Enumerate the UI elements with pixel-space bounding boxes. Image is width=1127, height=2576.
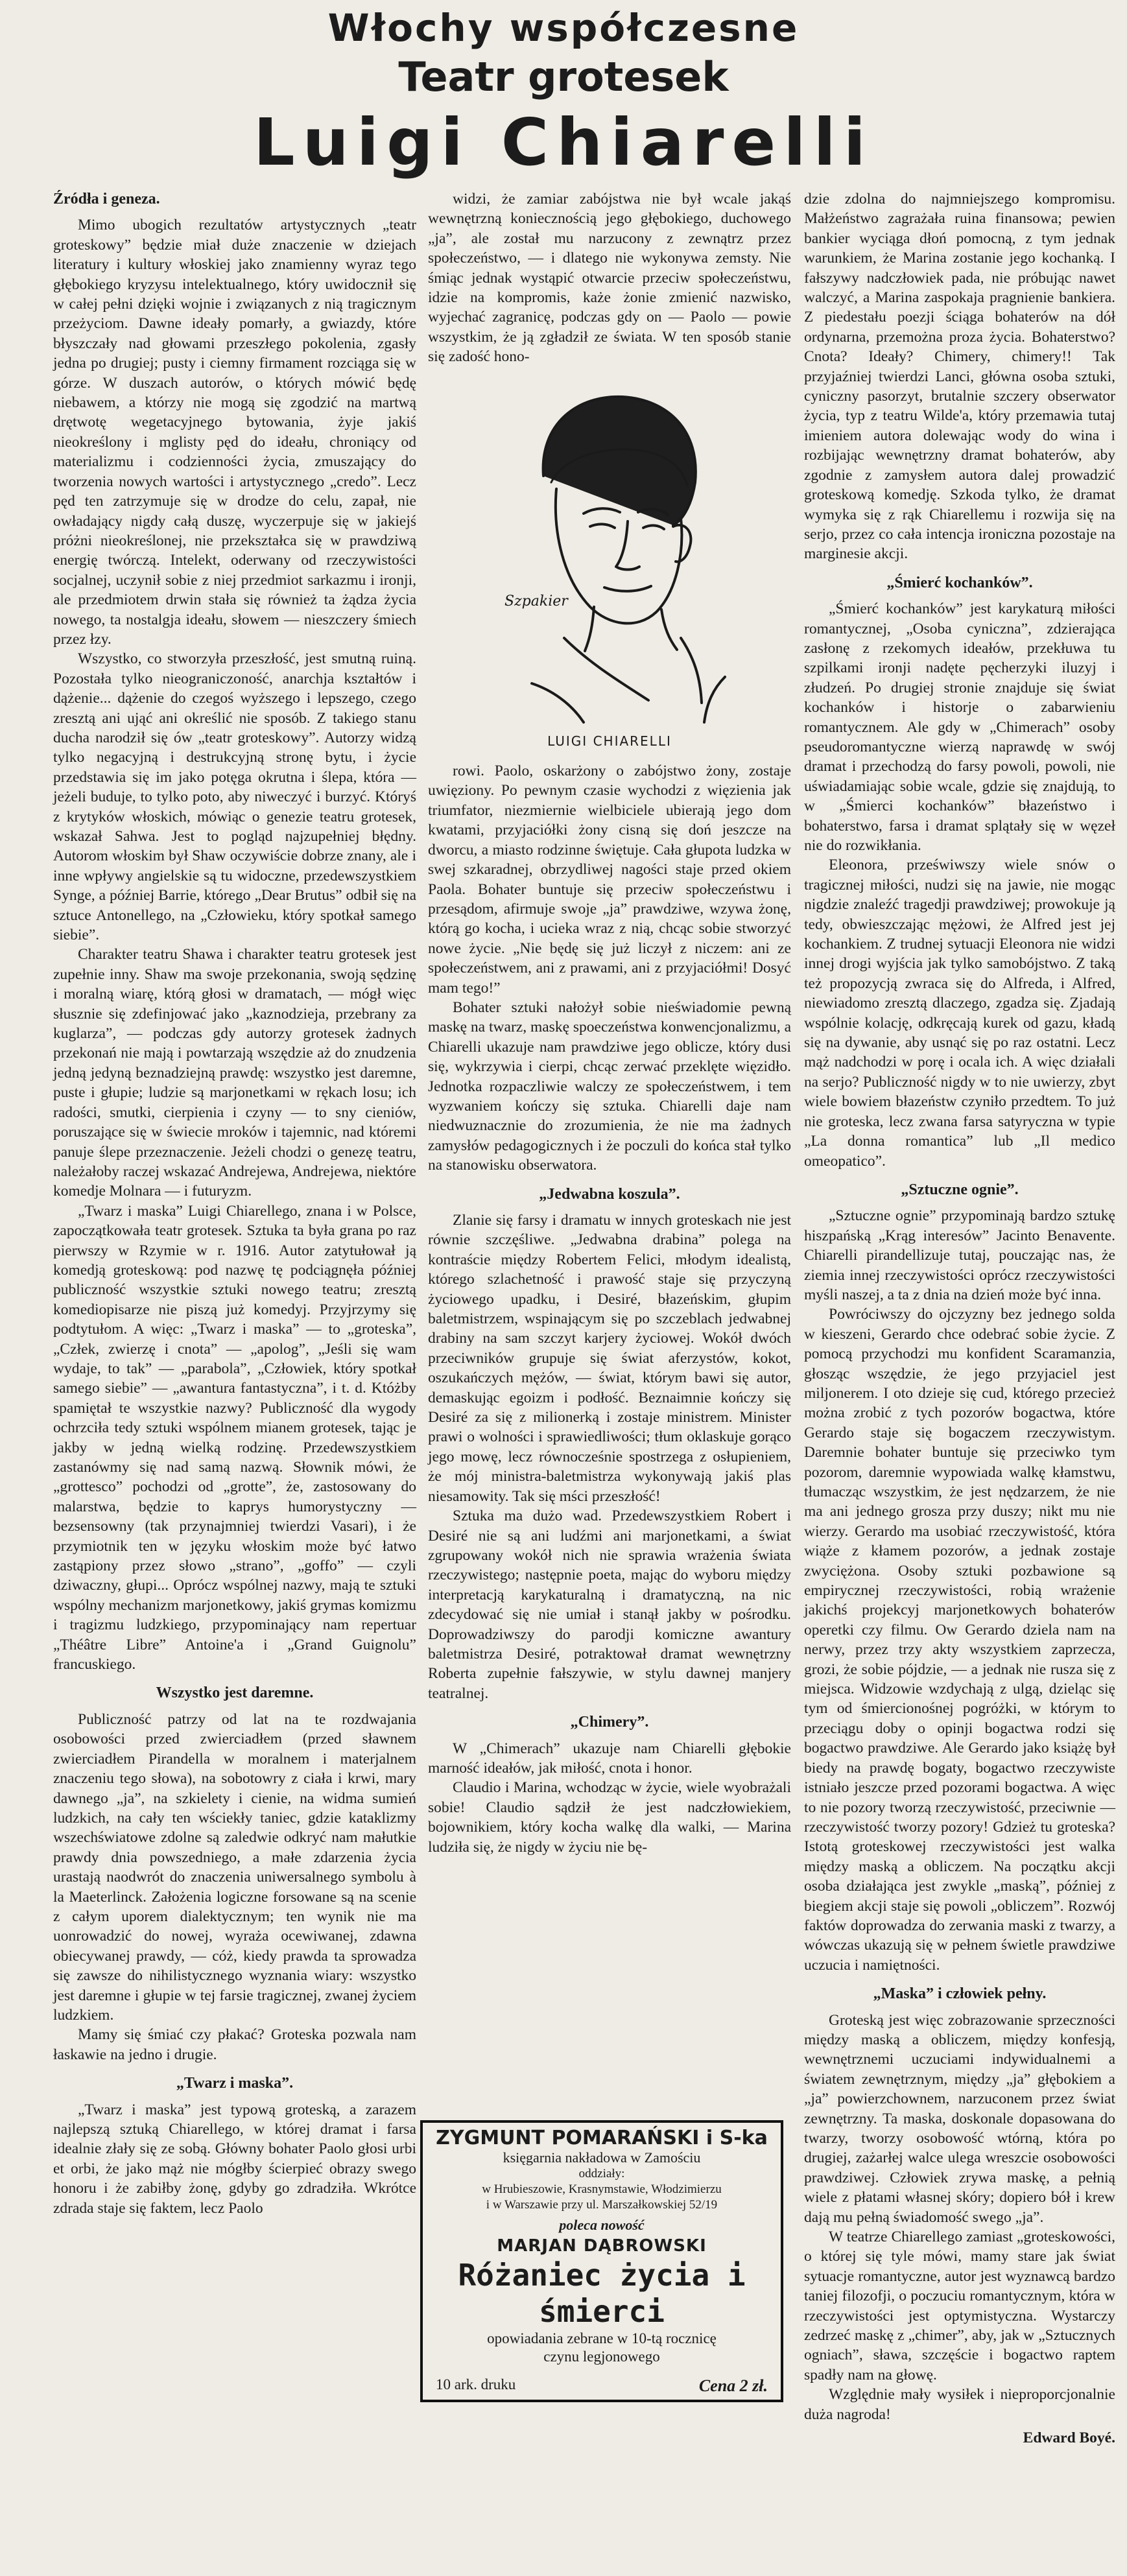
- paragraph: Wszystko, co stworzyła przeszłość, jest smutną ruiną. Pozostała tylko nieograniczoność, anarchja kształtów i dążenie... dążenie do czegoś wyższego i lepszego, czego zresztą ani ująć ani określić nie sposób. Z takiego stanu ducha narodził się ów „teatr groteskowy”. Autorzy widzą tylko negacyjną i destrukcyjną stronę bytu, i życie przedstawia się im jako potęga okrutna i ślepa, która — jeżeli buduje, to tylko poto, aby niweczyć i burzyć. Któryś z krytyków włoskich, mówiąc o genezie teatru grotesek, wskazał Sahwa. Jest to pogląd najzupełniej błędny. Autorom włoskim był Shaw oczywiście dobrze znany, ale i inne wpływy angielskie są tu widoczne, przedewszystkiem Synge, a później Barrie, którego „Dear Brutus” odbił się na sztuce Antonellego, na „Człowieku, który spotkał samego siebie”.: [53, 650, 416, 944]
- masthead: [0, 0, 1127, 195]
- ad-book-desc: czynu legjonowego: [543, 2348, 660, 2365]
- paragraph: Względnie mały wysiłek i nieproporcjonalnie duża nagroda!: [804, 2386, 1115, 2423]
- paragraph: Publiczność patrzy od lat na te rozdwajania osobowości przed zwierciadłem (przed sławnem zwierciadłem Pirandella w moralnem i materjalnem znaczeniu tego słowa), na sobotowry z ciała i krwi, mary dawnego „ja”, na szkielety i cienie, na widma sumień ludzkich, na cały ten wściekły taniec, gdzie kataklizmy wszechświatowe zdolne są zaledwie odkryć nam małutkie prawdy dnia powszedniego, a małe zdarzenia życia urastają naodwrót do znaczenia uniwersalnego symbolu à la Maeterlinck. Założenia logiczne forsowane są na scenie z całym uporem dialektycznym; ten wynik nie ma uonrowadzić do nowej, wyraża ocewiwanej, zdawna obiecywanej prawdy, — cóż, kiedy prawda ta sprowadza się zawsze do nihilistycznego wyznania wiary: wszystko jest daremne i głupie w tej farsie tragicznej, zwanej życiem ludzkiem.: [53, 1710, 416, 2024]
- section-heading: „Twarz i maska”.: [176, 2075, 294, 2092]
- section-kicker: Włochy współczesne: [327, 6, 800, 50]
- artist-signature: Szpakier: [504, 593, 568, 609]
- article-title: Luigi Chiarelli: [253, 104, 874, 180]
- ad-footer: [428, 2376, 776, 2396]
- paragraph: W „Chimerach” ukazuje nam Chiarelli głębokie marność ideałów, jak miłość, cnota i honor.: [428, 1740, 791, 1777]
- section-heading: Źródła i geneza.: [53, 191, 160, 207]
- paragraph: rowi. Paolo, oskarżony o zabójstwo żony, zostaje uwięziony. Po pewnym czasie wychodzi z więzienia jak triumfator, niezmiernie wielbiciele ubierają jego dom kwatami, przyjaciółki żony cisną się doń jeszcze na dworcu, a miasto rodzinne świętuje. Cała głupota ludzka w swej szkaradnej, obrzydliwej nagości staje przed okiem Paola. Bohater buntuje się przeciw społeczeństwu i przesądom, afirmuje swoje „ja” prawdziwe, wzywa żonę, którą go kocha, i ucieka wraz z nią, chcąc sobie stworzyć nowe życie. „Nie będę się już liczył z niczem: ani ze społeczeństwem, ani z prawami, ani z przyjaciółmi! Dosyć mam tego!”: [428, 762, 791, 997]
- section-heading: „Jedwabna koszula”.: [539, 1185, 680, 1203]
- ad-branches-line: i w Warszawie przy ul. Marszałkowskiej 52/19: [486, 2198, 718, 2212]
- paragraph: dzie zdolna do najmniejszego kompromisu. Małżeństwo zagrażała ruina finansowa; pewien bankier wyciąga dłoń pomocną, z tym jednak warunkiem, że Marina zostanie jego kochanką. I fałszywy nadczłowiek pada, nie próbując nawet walczyć, a Marina zaspokaja pragnienie bankiera. Z piedestału poezji ściąga bohaterów na dół ordynarna, przemożna proza życia. Bohaterstwo? Cnota? Ideały? Chimery, chimery!! Tak przyjaźniej twierdzi Lanci, główna osoba sztuki, cyniczny pasorzyt, brutalnie szczery obserwator życia, typ z teatru Wilde'a, który przemawia tutaj imieniem autora dolewając wody do wina i rozbijając wewnętrzny dramat bohaterów, aby zgodnie z zamysłem autora dalej prowadzić groteskową komedję. Szkoda tylko, że dramat wymyka się z rąk Chiarellemu i rozwija się na serjo, przez co cała intencja ironiczna pozostaje na marginesie akcji.: [804, 191, 1115, 563]
- section-heading: „Chimery”.: [570, 1714, 649, 1731]
- paragraph: Zlanie się farsy i dramatu w innych groteskach nie jest równie szczęśliwe. „Jedwabna drabina” polega na kontraście między Robertem Felici, młodym idealistą, którego szlachetność i prawość staje się przyczyną życiowego upadku, i Desiré, błazeńskim, głupim baletmistrzem, wspinającym się po szczeblach jedwabnej drabiny na sam szczyt karjery życiowej. Wokół dwóch przeciwników grupuje się świat aferzystów, kokot, oszukańczych mężów, — świat, którym bawi się autor, demaskując egoizm i podłość. Beznaimnie kończy się Desiré za się z milionerką i zostaje ministrem. Minister prawi o wolności i sprawiedliwości; tłum oklaskuje gorąco jego mowę, lecz równocześnie spostrzega z osłupieniem, że mój ministra-baletmistrza wykonywają jakiś plas niesamowity. Tak się mści przeszłość!: [428, 1212, 791, 1505]
- paragraph: Groteską jest więc zobrazowanie sprzeczności między maską a obliczem, między konfesją, wewnętrznemi uczuciami indywidualnemi a światem zewnętrznym, między „ja” głębokiem a „ja” powierzchownem, narzuconem przez świat zewnętrzny. Ta maska, doskonale dopasowana do twarzy, tworzy osobowość wtórną, która po drugiej, zażarłej walce ulega wreszcie osobowości prawdziwej. Człowiek zrywa maskę, a pełnią wiele z płatami własnej skóry; dopiero bół i krew dają mu pełną świadomość swego „ja”.: [804, 2011, 1115, 2226]
- ad-branches-line: w Hrubieszowie, Krasnymstawie, Włodzimierzu: [482, 2182, 722, 2196]
- paragraph: „Twarz i maska” Luigi Chiarellego, znana i w Polsce, zapoczątkowała teatr grotesek. Sztuka ta była grana po raz pierwszy w Rzymie w r. 1916. Autor zatytułował ją komedją groteskową: pod nazwę tę podciągnęła później publiczność wszystkie sztuki nowego teatru; zresztą komediopisarze nie piszą już komedyj. Przyjrzymy się podtytułom. A więc: „Twarz i maska” — to „groteska”, „Człek, zwierzę i cnota” — „apolog”, „Jeśli się wam wydaje, to tak” — „parabola”, „Człowiek, który spotkał samego siebie” — „awantura fantastyczna”, i t. d. Któżby spamiętał te wszystkie nazwy? Publiczność dla wygody ochrzciła tedy sztuki wspólnem mianem grotesek, tając je jakby w jedną wielką rodzinę. Przedewszystkiem zastanówmy się nad samą nazwą. Słownik mówi, że „grottesco” pochodzi od „grotte”, że, zastosowany do malarstwa, będzie to kaprys humorystyczny — bezsensowny (tak przynajmniej twierdzi Vasari), i że przymiotnik ten w języku włoskim może być łatwo zastąpiony przez słowo „strano”, „goffo” — czyli dziwaczny, głupi... Oprócz wspólnej nazwy, mają te sztuki wspólny mechanizm marjonetkowy, jakiś grymas komizmu i tragizmu ludzkiego, przypominający nam repertuar „Théâtre Libre” Antoine'a i „Grand Guignolu” francuskiego.: [53, 1202, 416, 1673]
- book-advertisement: [420, 2120, 783, 2402]
- paragraph: widzi, że zamiar zabójstwa nie był wcale jakąś wewnętrzną koniecznością jego głębokiego, duchowego „ja”, ale został mu narzucony z zewnątrz przez społeczeństwo, — i dlatego nie wykonywa zemsty. Nie śmiąc jednak wystąpić otwarcie przeciw społeczeństwu, idzie na kompromis, każe żonie zmienić nazwisko, wyjechać zagranicę, podczas gdy on — Paolo — powie wszystkim, że ją zgładził ze świata. W ten sposób stanie się zadość hono-: [428, 191, 791, 366]
- paragraph: „Sztuczne ognie” przypominają bardzo sztukę hiszpańską „Krąg interesów” Jacinto Benavente. Chiarelli pirandellizuje tutaj, pouczając nas, że ziemia innej rzeczywistości oprócz rzeczywistości myśli naszej, a ta z dnia na dzień może być inna.: [804, 1207, 1115, 1303]
- column-right: [804, 189, 1115, 2448]
- paragraph: Mimo ubogich rezultatów artystycznych „teatr groteskowy” będzie miał duże znaczenie w dziejach literatury i kultury włoskiej jako znamienny wyraz tego głębokiego kryzysu intelektualnego, który uwidocznił się w całej pełni dzięki wojnie i związanych z nią tragicznym przeżyciom. Dawne ideały pomarły, a gwiazdy, które błyszczały nad głowami przeszłego pokolenia, zgasły jedna po drugiej; pusty i ciemny firmament rozciąga się w górze. W duszach autorów, o których mówić będę niebawem, a którzy nie mogą się zgodzić na martwą drętwotę wegetacyjnego bytowania, żyje jakiś nieokreślony i mglisty pęd do ideału, chroniący od materializmu i codzienności życia, zmuszający do tworzenia nowych wartości i artystycznego „credo”. Lecz pęd ten zatrzymuje się w drodze do celu, zapał, nie owładający nigdy całą duszę, wyczerpuje się w jakiejś próżni nieokreślonej, nie przekształca się w prawdziwą energię twórczą. Intelekt, oderwany od rzeczywistości socjalnej, uczynił sobie z niej przedmiot sarkazmu i ironji, ale przedmiotem drwin stała się również ta żądza życia nowego, ta nostalgja ideału, słowem — nieszczery śmiech przez łzy.: [53, 217, 416, 648]
- paragraph: W teatrze Chiarellego zamiast „groteskowości, o której się tyle mówi, mamy stare jak świat sytuacje romantyczne, autor jest wyznawcą bardzo taniej filozofji, o poczuciu romantycznym, która w rzeczywistości jest optymistyczna. Wystarczy zedrzeć maskę z „chimer”, aby, jak w „Sztucznych ogniach”, sława, szczęście i bogactwo raptem spadły nam na głowę.: [804, 2228, 1115, 2383]
- portrait-drawing: [467, 379, 752, 729]
- ad-book-author: MARJAN DĄBROWSKI: [497, 2236, 707, 2256]
- paragraph: Eleonora, przeświwszy wiele snów o tragicznej miłości, nudzi się na jawie, nie mogąc nigdzie znaleźć tragedji prawdziwej; prowokuje ją tedy, obwieszczając mężowi, że Alfred jest jej kochankiem. Z trudnej sytuacji Eleonora nie widzi innej drogi wyjścia jak tylko samobójstwo. Z taką też propozycją zwraca się do Alfreda, i Alfred, niewiadomo zresztą dlaczego, zgadza się. Zjadają wspólnie kolację, odkręcają kurek od gazu, kładą się na dywanie, aby usnąć się po raz ostatni. Lecz mąż nadchodzi w porę i ocala ich. A więc działali na serjo? Publiczność nigdy w to nie uwierzy, zbyt wiele bowiem błazeństw czyniło przedtem. To już nie groteska, lecz zwana farsa satyryczna w typie „La donna romantica” lub „Il medico omeopatico”.: [804, 857, 1115, 1170]
- paragraph: Mamy się śmiać czy płakać? Groteska pozwala nam łaskawie na jedno i drugie.: [53, 2026, 416, 2063]
- section-heading: Wszystko jest daremne.: [156, 1684, 314, 1702]
- paragraph: Powróciwszy do ojczyzny bez jednego solda w kieszeni, Gerardo chce odebrać sobie życie. Z pomocą przychodzi mu konfident Scaramanzia, głosząc wszędzie, że jego przyjaciel jest miljonerem. I oto dzieje się cud, którego przecież można zrobić z tych pozorów bogactwa, które Gerardo staje się bogaczem rzeczywistym. Daremnie bohater buntuje się przeciwko tym pozorom, daremnie wypowiada walkę kłamstwu, tłumacząc wszystkim, że jest nędzarzem, że nie ma ani jednego grosza przy duszy; nikt mu nie wierzy. Gerardo ma usobiać rzeczywistość, która wiąże z kłamem pozorów, a jednak zostaje zwyciężona. Osoby sztuki pozbawione są empirycznej rzeczywistości, robią wrażenie jakichś projekcyj marjonetkowych bohaterów operetki czy filmu. Ow Gerardo dziela nam na nerwy, przez trzy akty wszystkiem zaprzecza, grozi, że sobie pójdzie, — a jednak nie rusza się z miejsca. Widzowie wzdychają z ulgą, dzieląc się tym od śmiercionośnej pogróżki, w którym to przeciągu doby o opinji bogactwa rodzi się bogactwo prawdziwe. Ale Gerardo jako książę był biedy na prawdę bogaty, bogactwo rzeczywiste istniało jeszcze przed pozorami bogactwa. A więc to nie pozory tworzą rzeczywistość, przeciwnie — rzeczywistość tworzy pozory! Gdzież tu groteska? Istotą groteskowej rzeczywistości jest walka między maską a obliczem. Na początku akcji osoba działająca jest zwykle „maską”, później z biegiem akcji staje się powoli „obliczem”. Rozwój faktów doprowadza do zerwania maski z twarzy, a wówczas ukazują się w pełnem świetle prawdziwe uczucia i namiętności.: [804, 1306, 1115, 1974]
- section-heading: „Maska” i człowiek pełny.: [873, 1985, 1047, 2003]
- ad-sheets: 10 ark. druku: [436, 2376, 516, 2393]
- ad-branches-label: oddziały:: [578, 2167, 625, 2180]
- article-subtitle: Teatr grotesek: [398, 53, 729, 100]
- author-signature: Edward Boyé.: [1023, 2429, 1115, 2447]
- paragraph: Bohater sztuki nałożył sobie nieświadomie pewną maskę na twarz, maskę spoeczeństwa konwencjonalizmu, a Chiarelli ukazuje nam prawdziwe jego oblicze, który dusi się, wykrzywia i cierpi, chcąc zerwać przeklęte więzidło. Jednotka rozpaczliwie walczy ze społeczeństwem, i tem wyzwaniem kończy się sztuka. Chiarelli daje nam niedwuznacznie do zrozumienia, że nie ma żadnych zamysłów pedagogicznych i że poczuli do końca stał tylko na stanowisku obserwatora.: [428, 998, 791, 1174]
- paragraph: Sztuka ma dużo wad. Przedewszystkiem Robert i Desiré nie są ani ludźmi ani marjonetkami, a świat zgrupowany wokół nich nie sprawia wrażenia świata rzeczywistego; następnie poeta, mając do wyboru między interpretacją karykaturalną i dramatyczną, na nic zdecydować się nie umiał i stanął jakby w pośrodku. Doprowadziwszy do parodji komiczne awantury baletmistrza Desiré, potraktował dramat wewnętrzny Roberta zupełnie fałszywie, w stylu dawnej manjery teatralnej.: [428, 1507, 791, 1702]
- paragraph: Claudio i Marina, wchodząc w życie, wiele wyobrażali sobie! Claudio sądził że jest nadczłowiekiem, bojownikiem, który kocha walkę dla walki, — Marina ludziła się, że nigdy w życiu nie bę-: [428, 1779, 791, 1856]
- section-heading: „Śmierć kochanków”.: [886, 574, 1033, 591]
- paragraph: Charakter teatru Shawa i charakter teatru grotesek jest zupełnie inny. Shaw ma swoje przekonania, swoją sędzinę i moralną wiarę, którą głosi w dramatach, — mógł więc słusznie się zdefinjować jako „kaznodzieja, przebrany za kuglarza”, — podczas gdy autorzy grotesek żadnych przekonań nie mają i powtarzają wszędzie aż do znudzenia jedną jedyną beznadziejną prawdę: wszystko jest daremne, puste i głupie; ludzie są marjonetkami w rękach losu; ich radości, smutki, cierpienia i czyny — to sny cieniów, poruszające się w świecie mroków i tajemnic, nad któremi panuje ślepe przeznaczenie. Jeżeli chodzi o genezę teatru, należałoby raczej wskazać Andrejewa, Andrejewa, niektóre komedje Molnara — i futuryzm.: [53, 946, 416, 1200]
- column-left: [53, 189, 416, 2218]
- paragraph: „Twarz i maska” jest typową groteską, a zarazem najlepszą sztuką Chiarellego, w której dramat i farsa idealnie złały się ze sobą. Główny bohater Paolo głosi urbi et orbi, że jako mąż nie mógłby ścierpieć obrazy swego honoru i że zabiłby żonę, gdyby go zdradziła. Wkrótce zdrada staje się faktem, lecz Paolo: [53, 2101, 416, 2217]
- section-heading: „Sztuczne ognie”.: [901, 1181, 1019, 1198]
- paragraph: „Śmierć kochanków” jest karykaturą miłości romantycznej, „Osoba cyniczna”, zdzierająca zasłonę z rzekomych ideałów, przekłuwa tu szpilkami ironji nadęte pęcherzyki iluzyj i złudzeń. Po drugiej stronie znajduje się świat kochanków i historje o zabarwieniu romantycznem. Ale gdy w „Chimerach” osoby pseudoromantyczne wierzą naprawdę w swój dramat i przechodzą do farsy powoli, powoli, nie uświadamiając sobie wcale, gdzie się znajdują, to w „Śmierci kochanków” błazeństwo i bohaterstwo, farsa i dramat splątały się w węzeł nie do rozwikłania.: [804, 600, 1115, 854]
- ad-book-title: Różaniec życia i śmierci: [458, 2258, 746, 2329]
- portrait-caption: LUIGI CHIARELLI: [547, 733, 672, 749]
- ad-publisher-sub: księgarnia nakładowa w Zamościu: [503, 2149, 701, 2166]
- ad-book-desc: opowiadania zebrane w 10-tą rocznicę: [487, 2330, 717, 2346]
- ad-publisher: ZYGMUNT POMARAŃSKI i S-ka: [436, 2127, 768, 2149]
- column-middle: [428, 189, 791, 1857]
- ad-price: Cena 2 zł.: [698, 2376, 768, 2395]
- ad-recommend: poleca nowość: [559, 2217, 645, 2233]
